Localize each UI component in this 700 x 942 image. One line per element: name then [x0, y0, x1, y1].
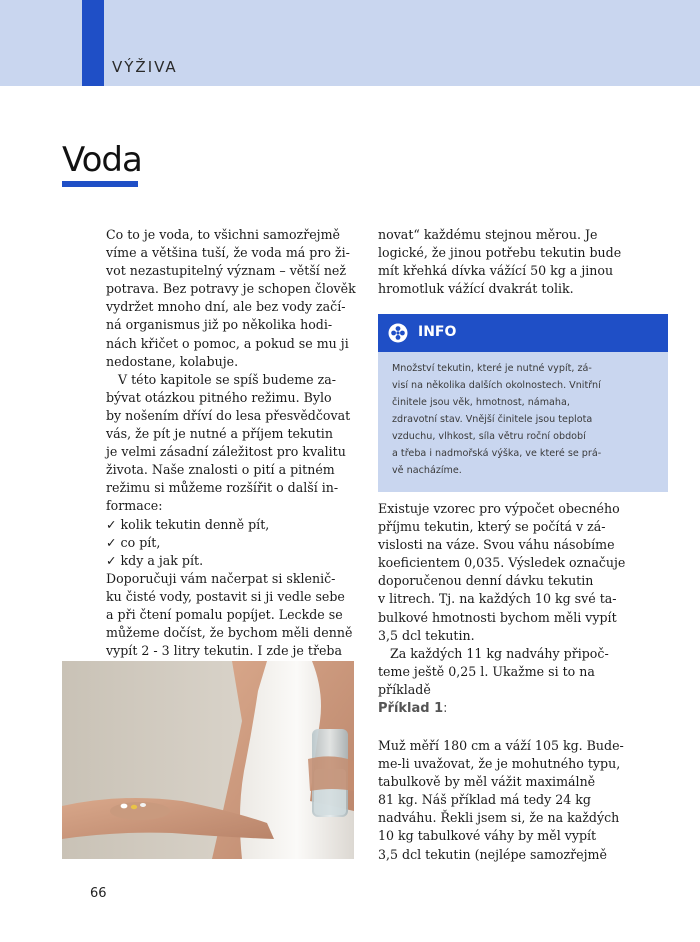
text-line: bývat otázkou pitného režimu. Bylo: [106, 389, 332, 405]
text-line: by nošením dříví do lesa přesvědčovat: [106, 407, 351, 423]
text-line: vot nezastupitelný význam – větší než: [106, 263, 347, 279]
text-line: nadváhu. Řekli jsem si, že na každých: [378, 810, 620, 826]
text-line: vydržet mnoho dní, ale bez vody začí-: [106, 299, 346, 315]
left-text-column: [106, 226, 356, 678]
text-line: nedostane, kolabuje.: [106, 353, 239, 369]
text-line: režimu si můžeme rozšířit o další in-: [106, 480, 339, 496]
page-number: 66: [90, 886, 107, 901]
text-line: můžeme dočíst, že bychom měli denně: [106, 625, 353, 641]
info-line: vzduchu, vlhkost, síla větru roční období: [392, 431, 586, 442]
text-line: teme ještě 0,25 l. Ukažme si to na: [378, 663, 595, 679]
text-line: příkladě: [378, 681, 431, 697]
text-line: vislosti na váze. Svou váhu násobíme: [378, 537, 615, 553]
info-line: zdravotní stav. Vnější činitele jsou teplota: [392, 414, 593, 425]
text-line: nách křičet o pomoc, a pokud se mu ji: [106, 335, 349, 351]
text-line: bulkové hmotnosti bychom měli vypít: [378, 609, 617, 625]
right-text-column-top: [378, 226, 628, 298]
woman-holding-pills-photo: [62, 661, 354, 859]
example-heading: [378, 701, 448, 716]
checklist-item: ✓ kdy a jak pít.: [106, 552, 204, 568]
text-line: 81 kg. Náš příklad má tedy 24 kg: [378, 792, 591, 808]
example-heading-colon: :: [443, 701, 448, 716]
right-text-column-middle: [378, 500, 630, 699]
text-line: víme a většina tuší, že voda má pro ži-: [106, 245, 350, 261]
info-line: Množství tekutin, které je nutné vypít, zá-: [392, 363, 592, 374]
text-line: tabulkově by měl vážit maximálně: [378, 774, 596, 790]
right-text-column-bottom: [378, 737, 630, 864]
info-line: a třeba i nadmořská výška, ve které se prá-: [392, 448, 602, 459]
info-box-body: [378, 352, 668, 492]
text-line: života. Naše znalosti o pití a pitném: [106, 462, 335, 478]
text-line: logické, že jinou potřebu tekutin bude: [378, 245, 622, 261]
text-line: Za každých 11 kg nadváhy připoč-: [390, 645, 609, 661]
text-line: ku čisté vody, postavit si ji vedle sebe: [106, 588, 345, 604]
text-line: potrava. Bez potravy je schopen člověk: [106, 281, 356, 297]
info-box-text: [392, 360, 654, 479]
flower-icon: [388, 323, 408, 343]
text-line: ná organismus již po několika hodi-: [106, 317, 333, 333]
text-line: 3,5 dcl tekutin (nejlépe samozřejmě: [378, 846, 607, 862]
info-line: vě nacházíme.: [392, 465, 462, 476]
text-line: a při čtení pomalu popíjet. Leckde se: [106, 606, 343, 622]
text-line: vypít 2 - 3 litry tekutin. I zde je třeba: [106, 643, 342, 659]
text-line: v litrech. Tj. na každých 10 kg své ta-: [378, 591, 617, 607]
text-line: 10 kg tabulkové váhy by měl vypít: [378, 828, 597, 844]
text-line: je velmi zásadní záležitost pro kvalitu: [106, 444, 346, 460]
header-band: [0, 0, 700, 86]
page-title: Voda: [62, 140, 142, 180]
text-line: formace:: [106, 498, 163, 514]
info-box-title: INFO: [418, 324, 457, 340]
text-line: doporučenou denní dávku tekutin: [378, 573, 594, 589]
info-box-header: [378, 314, 668, 352]
text-line: koeficientem 0,035. Výsledek označuje: [378, 555, 626, 571]
title-underline: [62, 181, 138, 187]
text-line: Doporučuji vám načerpat si sklenič-: [106, 570, 336, 586]
text-line: mít křehká dívka vážící 50 kg a jinou: [378, 263, 614, 279]
text-line: hromotluk vážící dvakrát tolik.: [378, 281, 574, 297]
text-line: Existuje vzorec pro výpočet obecného: [378, 501, 620, 516]
text-line: novat“ každému stejnou měrou. Je: [378, 227, 598, 242]
text-line: 3,5 dcl tekutin.: [378, 627, 475, 643]
header-accent-bar: [82, 0, 104, 86]
text-line: vás, že pít je nutné a příjem tekutin: [106, 426, 333, 442]
text-line: Muž měří 180 cm a váží 105 kg. Bude-: [378, 738, 624, 753]
info-line: činitele jsou věk, hmotnost, námaha,: [392, 397, 570, 408]
checklist-item: ✓ kolik tekutin denně pít,: [106, 516, 270, 532]
example-heading-text: Příklad 1: [378, 701, 444, 716]
text-line: Co to je voda, to všichni samozřejmě: [106, 227, 340, 242]
info-box: [378, 314, 668, 492]
text-line: příjmu tekutin, který se počítá v zá-: [378, 519, 606, 535]
text-line: me-li uvažovat, že je mohutného typu,: [378, 756, 621, 772]
text-line: V této kapitole se spíš budeme za-: [118, 371, 337, 387]
info-line: visí na několika dalších okolnostech. Vnitřní: [392, 380, 601, 391]
checklist-item: ✓ co pít,: [106, 534, 161, 550]
section-label: VÝŽIVA: [112, 58, 178, 76]
